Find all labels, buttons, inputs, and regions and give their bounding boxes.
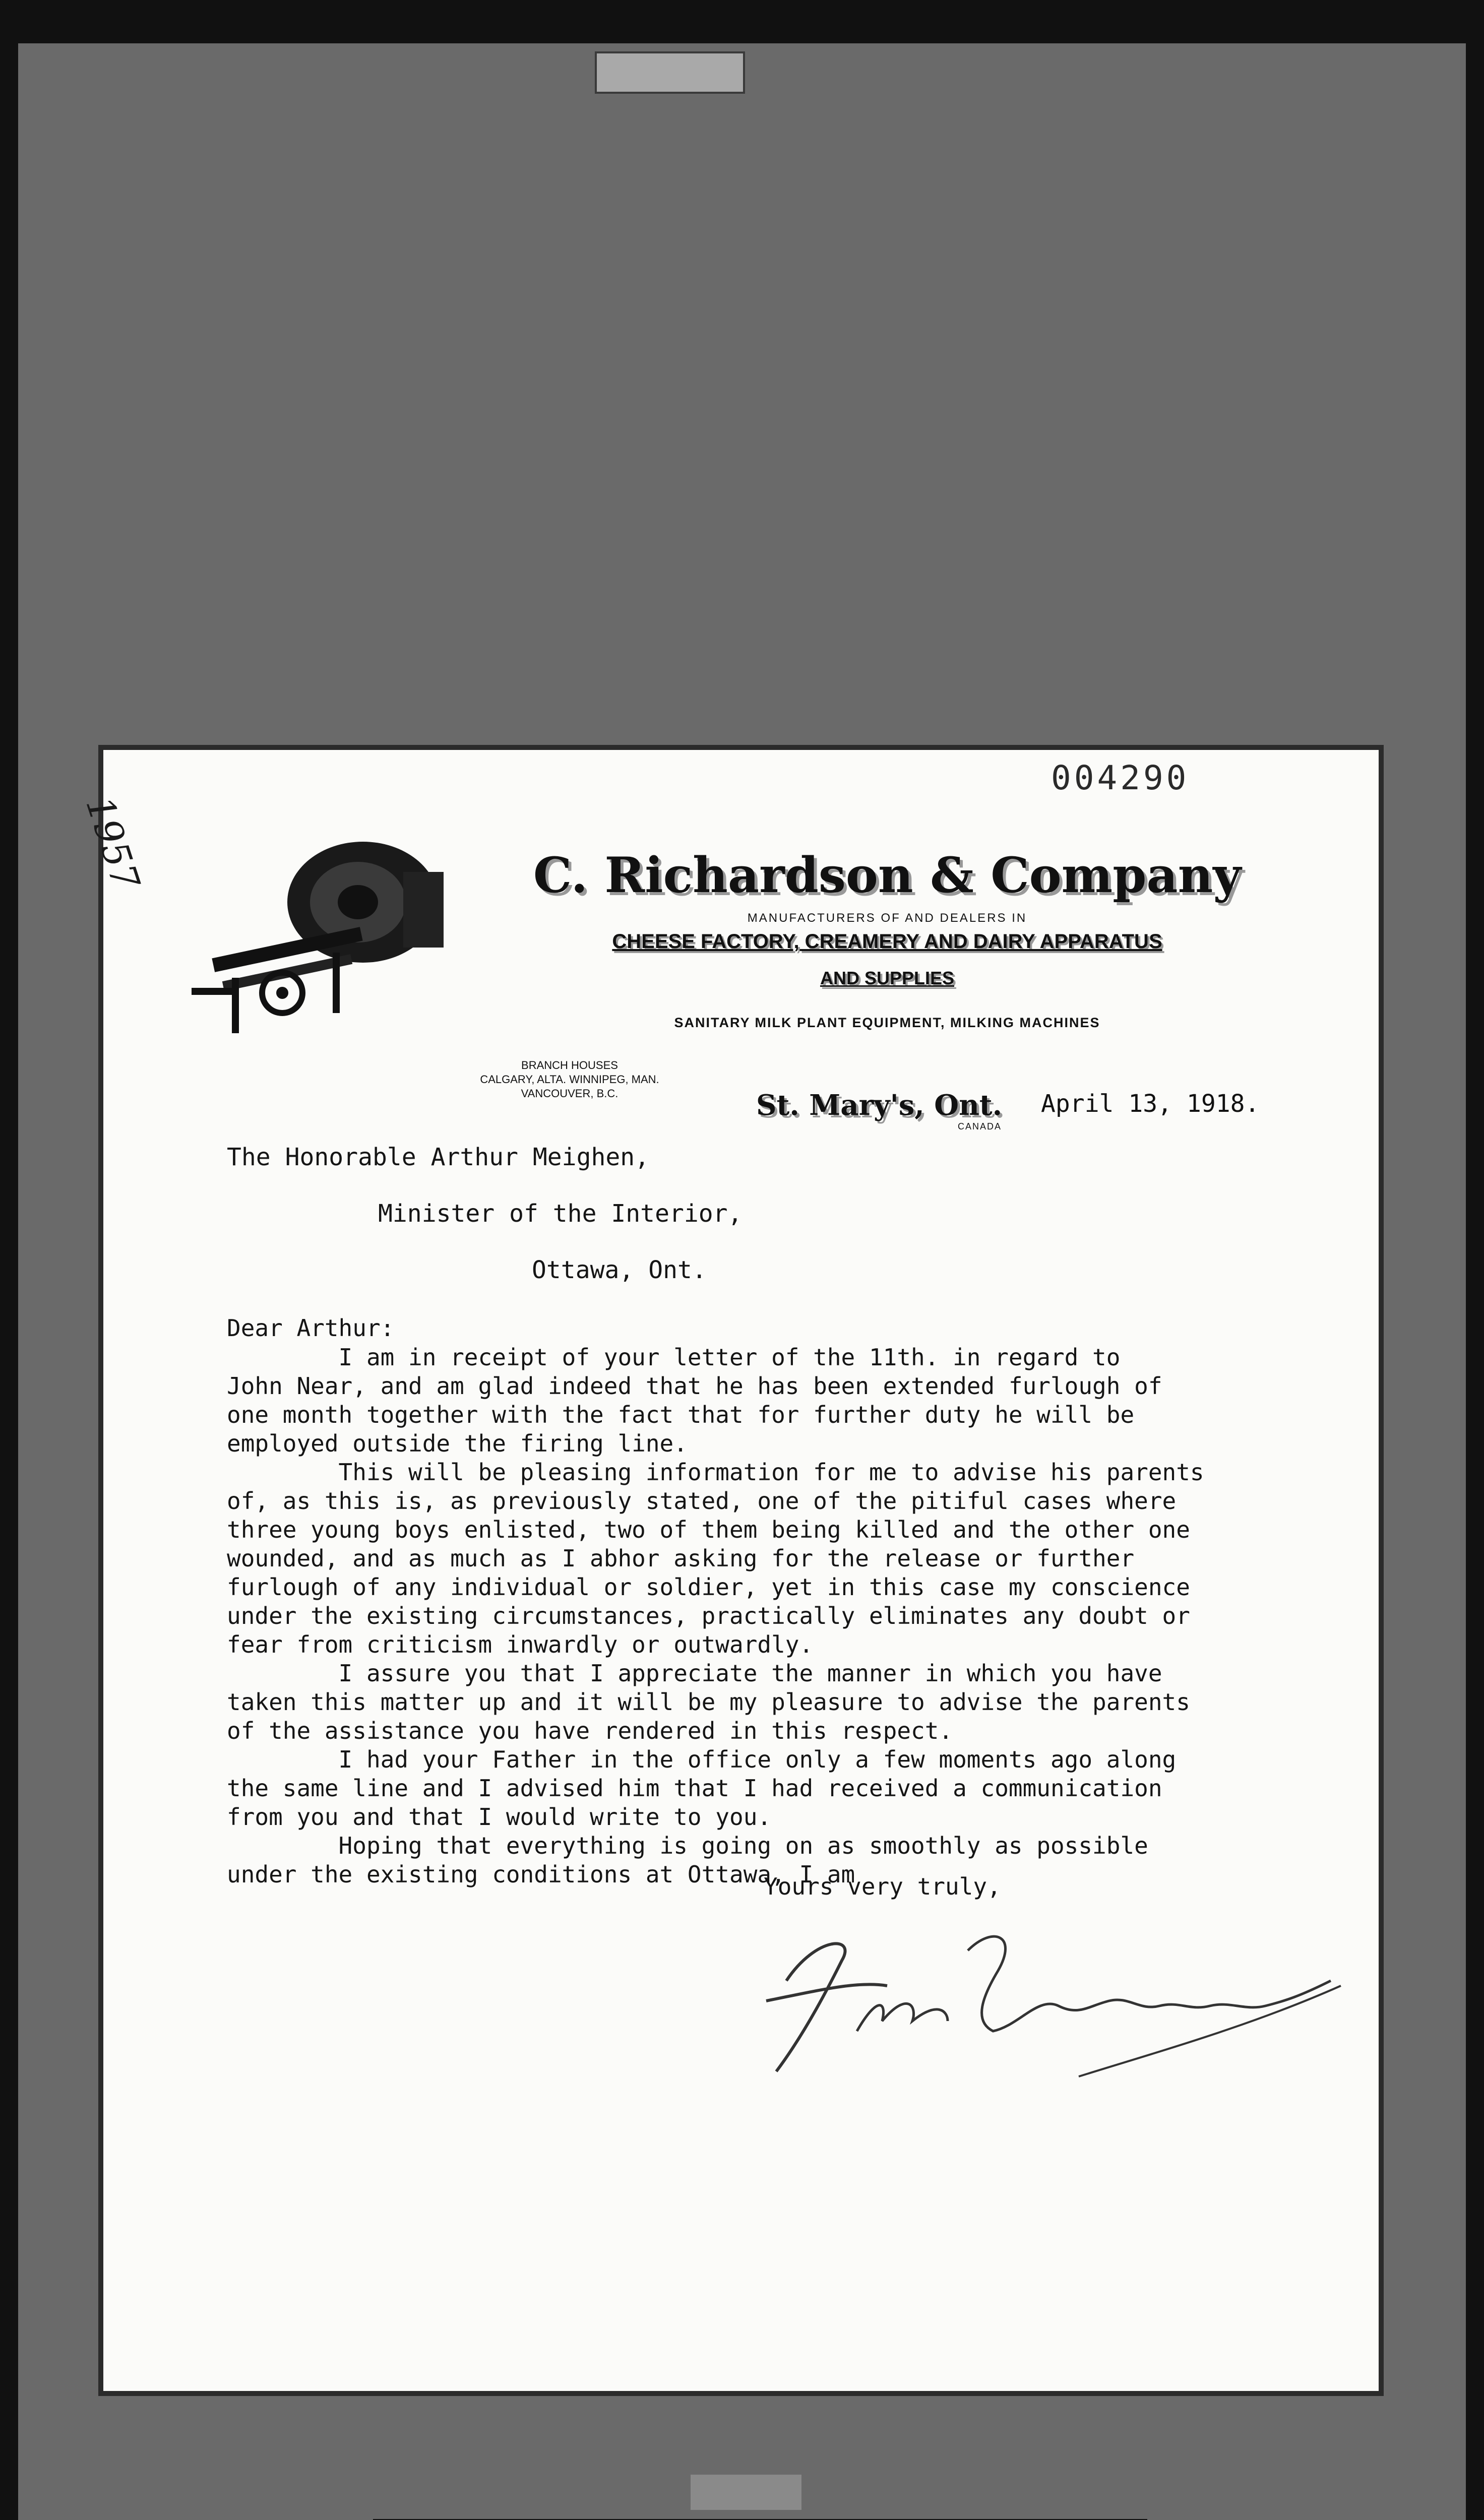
churn-machine-logo <box>192 827 494 1043</box>
archive-number: 004290 <box>1051 759 1190 797</box>
body-line: wounded, and as much as I abhor asking for the release or further <box>227 1545 1135 1572</box>
body-line: Hoping that everything is going on as smoothly as possible <box>227 1832 1148 1859</box>
branch-houses <box>454 1058 686 1101</box>
body-line: of the assistance you have rendered in this respect. <box>227 1717 953 1744</box>
body-line: employed outside the firing line. <box>227 1430 688 1457</box>
supplies-line: AND SUPPLIES <box>820 968 955 988</box>
body-line: under the existing conditions at Ottawa, I am <box>227 1861 855 1888</box>
recipient-city: Ottawa, Ont. <box>532 1256 707 1284</box>
body-line: from you and that I would write to you. <box>227 1803 772 1831</box>
letterhead-place: St. Mary's, Ont. <box>756 1089 1003 1122</box>
body-line: of, as this is, as previously stated, one of the pitiful cases where <box>227 1487 1177 1515</box>
branch-cities-2: VANCOUVER, B.C. <box>521 1087 619 1100</box>
body-line: I had your Father in the office only a few moments ago along <box>227 1746 1177 1773</box>
body-line: one month together with the fact that for further duty he will be <box>227 1401 1135 1428</box>
goods-line: CHEESE FACTORY, CREAMERY AND DAIRY APPARATUS <box>612 930 1162 953</box>
letterhead-country: CANADA <box>958 1121 1002 1131</box>
manufacturers-line: MANUFACTURERS OF AND DEALERS IN <box>747 911 1027 925</box>
body-line: I am in receipt of your letter of the 11th. in regard to <box>227 1344 1121 1371</box>
body-line: three young boys enlisted, two of them being killed and the other one <box>227 1516 1190 1543</box>
mounting-tab-lower <box>691 2475 801 2510</box>
mounting-tab <box>595 51 745 94</box>
company-name: C. Richardson & Company <box>533 847 1242 904</box>
handwritten-signature <box>756 1905 1361 2097</box>
closing: Yours very truly, <box>764 1873 1001 1900</box>
branch-houses-heading: BRANCH HOUSES <box>521 1059 618 1072</box>
salutation: Dear Arthur: <box>227 1314 395 1342</box>
body-line: under the existing circumstances, practically eliminates any doubt or <box>227 1602 1190 1629</box>
recipient-name: The Honorable Arthur Meighen, <box>227 1143 650 1171</box>
body-line: John Near, and am glad indeed that he has been extended furlough of <box>227 1372 1162 1400</box>
body-line: the same line and I advised him that I had received a communication <box>227 1775 1162 1802</box>
equipment-line: SANITARY MILK PLANT EQUIPMENT, MILKING MACHINES <box>674 1015 1100 1030</box>
letter-body <box>227 1343 1366 1889</box>
letter-date: April 13, 1918. <box>1041 1090 1260 1118</box>
branch-cities-1: CALGARY, ALTA. WINNIPEG, MAN. <box>480 1073 659 1086</box>
handwritten-number: 1957 <box>77 791 148 895</box>
body-line: This will be pleasing information for me to advise his parents <box>227 1459 1204 1486</box>
body-line: furlough of any individual or soldier, yet in this case my conscience <box>227 1573 1190 1601</box>
recipient-title: Minister of the Interior, <box>378 1200 743 1228</box>
body-line: fear from criticism inwardly or outwardly. <box>227 1631 814 1658</box>
body-line: I assure you that I appreciate the manner in which you have <box>227 1660 1162 1687</box>
body-line: taken this matter up and it will be my pleasure to advise the parents <box>227 1688 1190 1716</box>
